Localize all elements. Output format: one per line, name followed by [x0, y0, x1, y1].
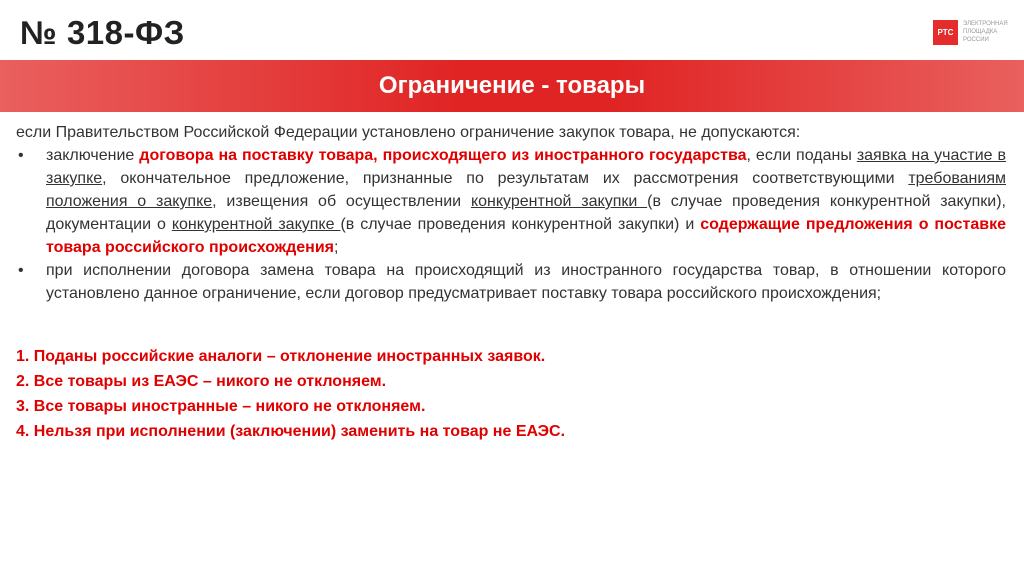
- banner-title: Ограничение - товары: [378, 72, 646, 99]
- bullet1-highlight-foreign-contract: договора на поставку товара, происходящего из иностранного государства: [139, 147, 747, 164]
- bullet1-text-1: заключение: [46, 147, 140, 164]
- section-banner: [0, 60, 1024, 112]
- bullet-marker: •: [18, 262, 24, 279]
- rule-item: 1. Поданы российские аналоги – отклонение иностранных заявок.: [16, 348, 546, 365]
- rts-logo: [933, 18, 1013, 48]
- bullet-marker: •: [18, 147, 24, 164]
- rule-item: 4. Нельзя при исполнении (заключении) заменить на товар не ЕАЭС.: [16, 423, 566, 440]
- bullet1-text-5: (в случае проведения конкурентной закупки), документации о: [46, 193, 1007, 233]
- bullet-item-contract: [16, 144, 1006, 259]
- slide-content: [16, 121, 1006, 444]
- bullet1-underline-requirements: требованиям положения о закупке: [46, 170, 1006, 210]
- bullet1-text-4: , извещения об осуществлении: [212, 193, 471, 210]
- rules-list: [16, 344, 1006, 444]
- page-title: № 318-ФЗ: [20, 14, 185, 51]
- rts-logo-text: ЭЛЕКТРОННАЯ ПЛОЩАДКА РОССИИ: [963, 21, 1008, 43]
- bullet2-text: при исполнении договора замена товара на происходящий из иностранного государства товар, в отношении которого установлено данное ограничение, если договор предусматривает поставку товара российского происхождения;: [46, 262, 1006, 302]
- bullet1-text-3: , окончательное предложение, признанные по результатам их рассмотрения соответствующими: [102, 170, 909, 187]
- bullet-item-replacement: [16, 259, 1006, 305]
- bullet1-text-6: (в случае проведения конкурентной закупки) и: [340, 216, 701, 233]
- rule-item: 2. Все товары из ЕАЭС – никого не отклоняем.: [16, 373, 387, 390]
- bullet1-underline-competitive-procurement-2: конкурентной закупке: [171, 216, 341, 233]
- bullet1-underline-application: заявка на участие в закупке: [46, 147, 1007, 187]
- bullet1-underline-competitive-procurement: конкурентной закупки: [470, 193, 648, 210]
- rts-logo-mark: РТС: [933, 20, 958, 45]
- bullet1-highlight-russian-origin: содержащие предложения о поставке товара российского происхождения: [46, 216, 1007, 256]
- bullet-list: [16, 144, 1006, 305]
- bullet1-text-7: ;: [334, 239, 339, 256]
- bullet1-text-2: , если поданы: [746, 147, 857, 164]
- rule-item: 3. Все товары иностранные – никого не отклоняем.: [16, 398, 426, 415]
- intro-paragraph: если Правительством Российской Федерации установлено ограничение закупок товара, не допускаются:: [16, 124, 801, 141]
